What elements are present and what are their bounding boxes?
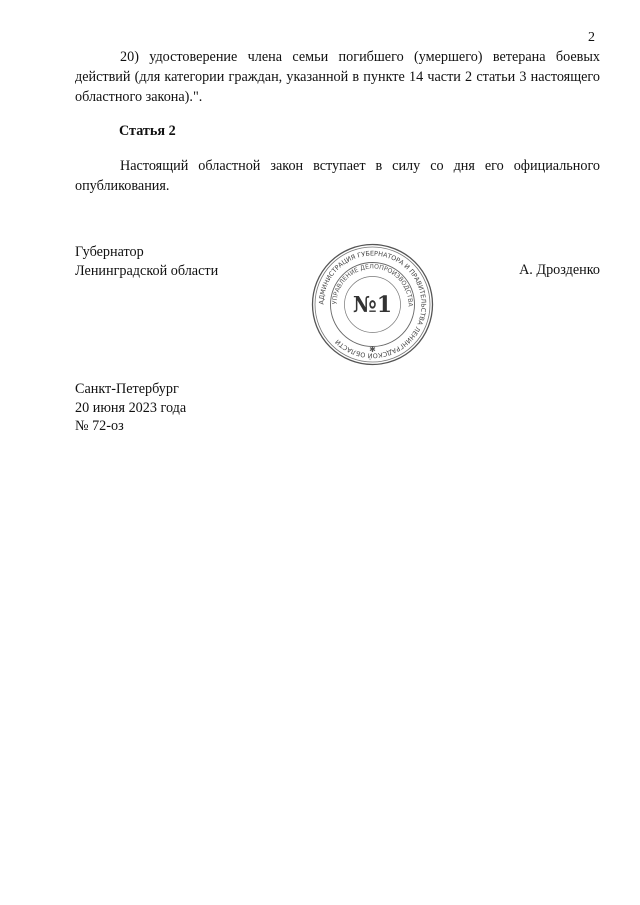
document-footer [75, 380, 186, 436]
official-seal-stamp [310, 242, 435, 367]
footer-city: Санкт-Петербург [75, 381, 179, 397]
paragraph-entry-into-force [75, 156, 600, 196]
seal-number: №1 [352, 292, 393, 318]
paragraph-item-20-text: 20) удостоверение члена семьи погибшего (умершего) ветерана боевых действий (для категории граждан, указанной в пункте 14 части 2 статьи 3 настоящего областного закона).". [75, 49, 600, 105]
paragraph-item-20 [75, 47, 600, 107]
seal-star-icon: ✱ [369, 345, 376, 354]
footer-law-number: № 72-оз [75, 418, 124, 434]
page-number: 2 [588, 30, 595, 45]
seal-inner-text: УПРАВЛЕНИЕ ДЕЛОПРОИЗВОДСТВА [331, 263, 414, 307]
paragraph-entry-into-force-text: Настоящий областной закон вступает в силу со дня его официального опубликования. [75, 158, 600, 194]
signatory-position [75, 243, 218, 281]
signatory-position-line2: Ленинградской области [75, 263, 219, 279]
seal-ring-text: АДМИНИСТРАЦИЯ ГУБЕРНАТОРА И ПРАВИТЕЛЬСТВА ЛЕНИНГРАДСКОЙ ОБЛАСТИ [317, 249, 428, 360]
footer-date: 20 июня 2023 года [75, 399, 187, 416]
article-title: Статья 2 [119, 123, 176, 139]
signatory-position-line1: Губернатор [75, 244, 144, 260]
signatory-name: А. Дрозденко [519, 262, 600, 278]
